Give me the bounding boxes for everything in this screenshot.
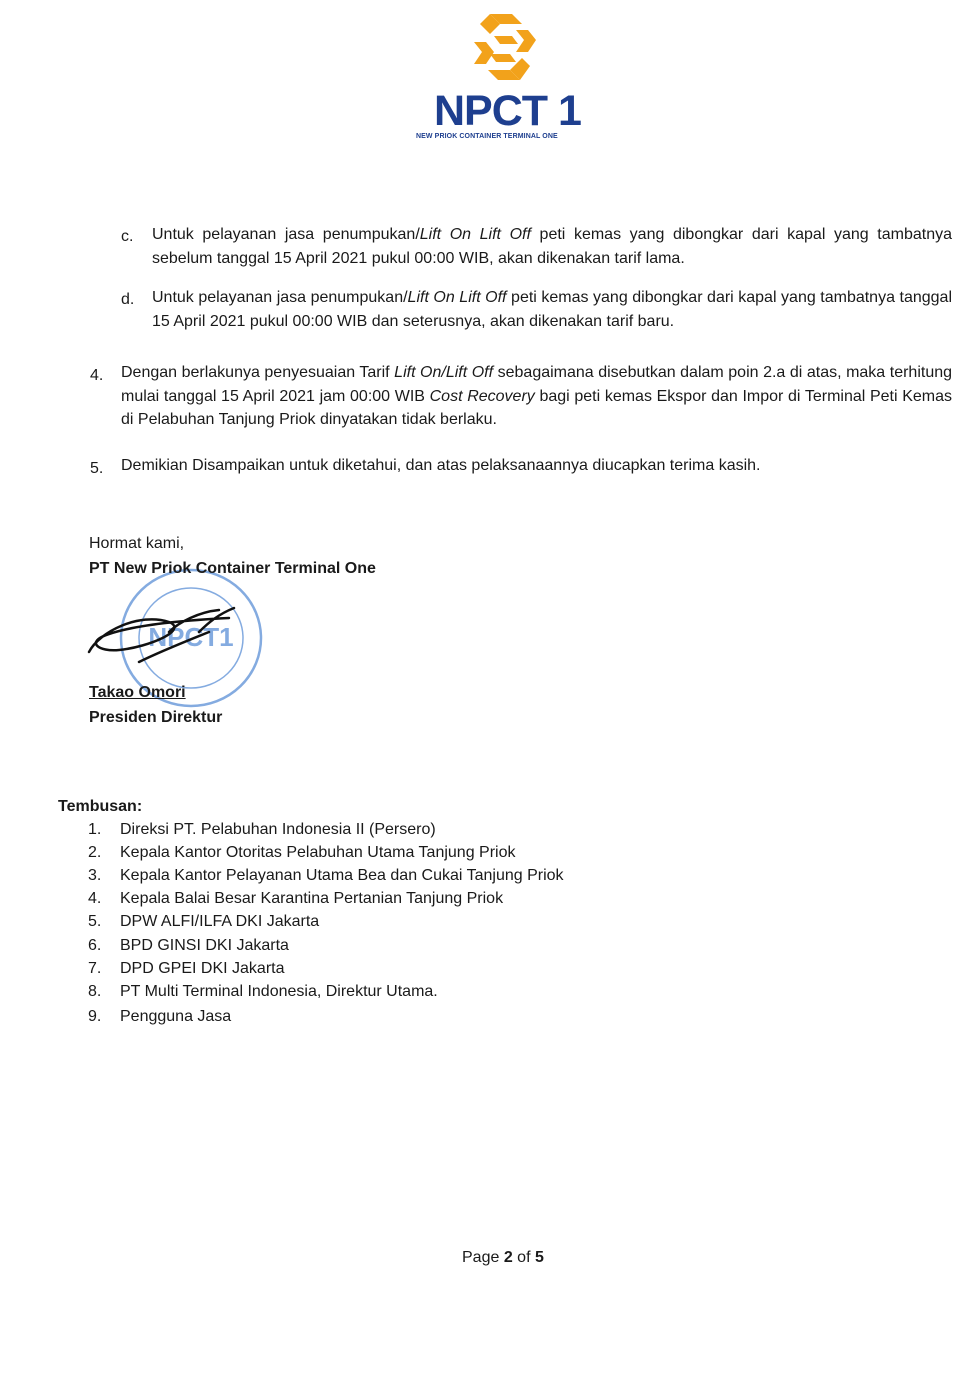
page-current: 2 xyxy=(503,1249,513,1266)
handwritten-signature-icon xyxy=(79,592,279,672)
company-logo xyxy=(400,8,620,138)
cc-item-number: 1. xyxy=(88,821,102,838)
page-prefix: Page xyxy=(462,1249,504,1266)
page-of: of xyxy=(512,1249,535,1266)
item-marker: 4. xyxy=(90,367,104,384)
text-segment: bagi peti kemas Ekspor dan Impor di Terminal Peti Kemas di Pelabuhan Tanjung Priok dinyatakan tidak berlaku. xyxy=(121,387,953,428)
text-segment: sebagaimana disebutkan dalam poin 2.a di atas, maka terhitung mulai tanggal 15 April 2021 jam 00:00 WIB xyxy=(121,364,953,405)
cc-item: Direksi PT. Pelabuhan Indonesia II (Persero) xyxy=(120,821,436,838)
cc-item-number: 4. xyxy=(88,890,102,907)
cc-item: Pengguna Jasa xyxy=(120,1008,232,1025)
page-total: 5 xyxy=(534,1249,544,1266)
cc-item-number: 8. xyxy=(88,983,102,1000)
text-segment: Dengan berlakunya penyesuaian Tarif xyxy=(121,364,395,381)
text-segment: Untuk pelayanan jasa penumpukan/ xyxy=(152,289,408,306)
signer-name: Takao Omori xyxy=(89,684,186,701)
cc-item-number: 3. xyxy=(88,867,102,884)
paragraph-item-c xyxy=(152,223,952,270)
greeting: Hormat kami, xyxy=(89,535,185,552)
cc-heading: Tembusan: xyxy=(58,798,143,815)
company-name: PT New Priok Container Terminal One xyxy=(89,560,376,577)
cc-item-number: 2. xyxy=(88,844,102,861)
cc-item-number: 9. xyxy=(88,1008,102,1025)
cc-item-number: 6. xyxy=(88,937,102,954)
cc-item: BPD GINSI DKI Jakarta xyxy=(120,937,289,954)
text-segment: Untuk pelayanan jasa penumpukan/ xyxy=(152,226,420,243)
signature-block xyxy=(89,532,419,732)
svg-text:NPCT1: NPCT1 xyxy=(148,622,234,652)
text-segment: Demikian Disampaikan untuk diketahui, dan atas pelaksanaannya diucapkan terima kasih. xyxy=(121,457,761,474)
paragraph-item-4 xyxy=(121,361,952,432)
npct1-logo-icon xyxy=(460,8,550,90)
text-segment: peti kemas yang dibongkar dari kapal yang tambatnya sebelum tanggal 15 April 2021 pukul 00:00 WIB, akan dikenakan tarif lama. xyxy=(152,226,953,267)
item-marker: d. xyxy=(121,291,135,308)
italic-term: Cost Recovery xyxy=(429,387,535,405)
paragraph-item-5 xyxy=(121,454,952,478)
item-marker: 5. xyxy=(90,460,104,477)
cc-item: Kepala Kantor Otoritas Pelabuhan Utama Tanjung Priok xyxy=(120,844,516,861)
item-marker: c. xyxy=(121,228,134,245)
italic-term: Lift On Lift Off xyxy=(407,289,507,306)
text-segment: peti kemas yang dibongkar dari kapal yang tambatnya tanggal 15 April 2021 pukul 00:00 WIB dan seterusnya, akan dikenakan tarif baru. xyxy=(152,289,953,330)
italic-term: Lift On Lift Off xyxy=(419,226,531,243)
cc-item: Kepala Balai Besar Karantina Pertanian Tanjung Priok xyxy=(120,890,504,907)
signer-title: Presiden Direktur xyxy=(89,709,223,726)
cc-item: DPD GPEI DKI Jakarta xyxy=(120,960,285,977)
cc-item: PT Multi Terminal Indonesia, Direktur Utama. xyxy=(120,983,438,1000)
logo-tagline: NEW PRIOK CONTAINER TERMINAL ONE xyxy=(416,133,558,140)
logo-wordmark: NPCT 1 xyxy=(434,87,581,135)
cc-item-number: 5. xyxy=(88,913,102,930)
italic-term: Lift On/Lift Off xyxy=(394,364,494,381)
cc-item: DPW ALFI/ILFA DKI Jakarta xyxy=(120,913,320,930)
paragraph-item-d xyxy=(152,286,952,333)
cc-item-number: 7. xyxy=(88,960,102,977)
page-number xyxy=(462,1246,544,1270)
cc-item: Kepala Kantor Pelayanan Utama Bea dan Cukai Tanjung Priok xyxy=(120,867,564,884)
